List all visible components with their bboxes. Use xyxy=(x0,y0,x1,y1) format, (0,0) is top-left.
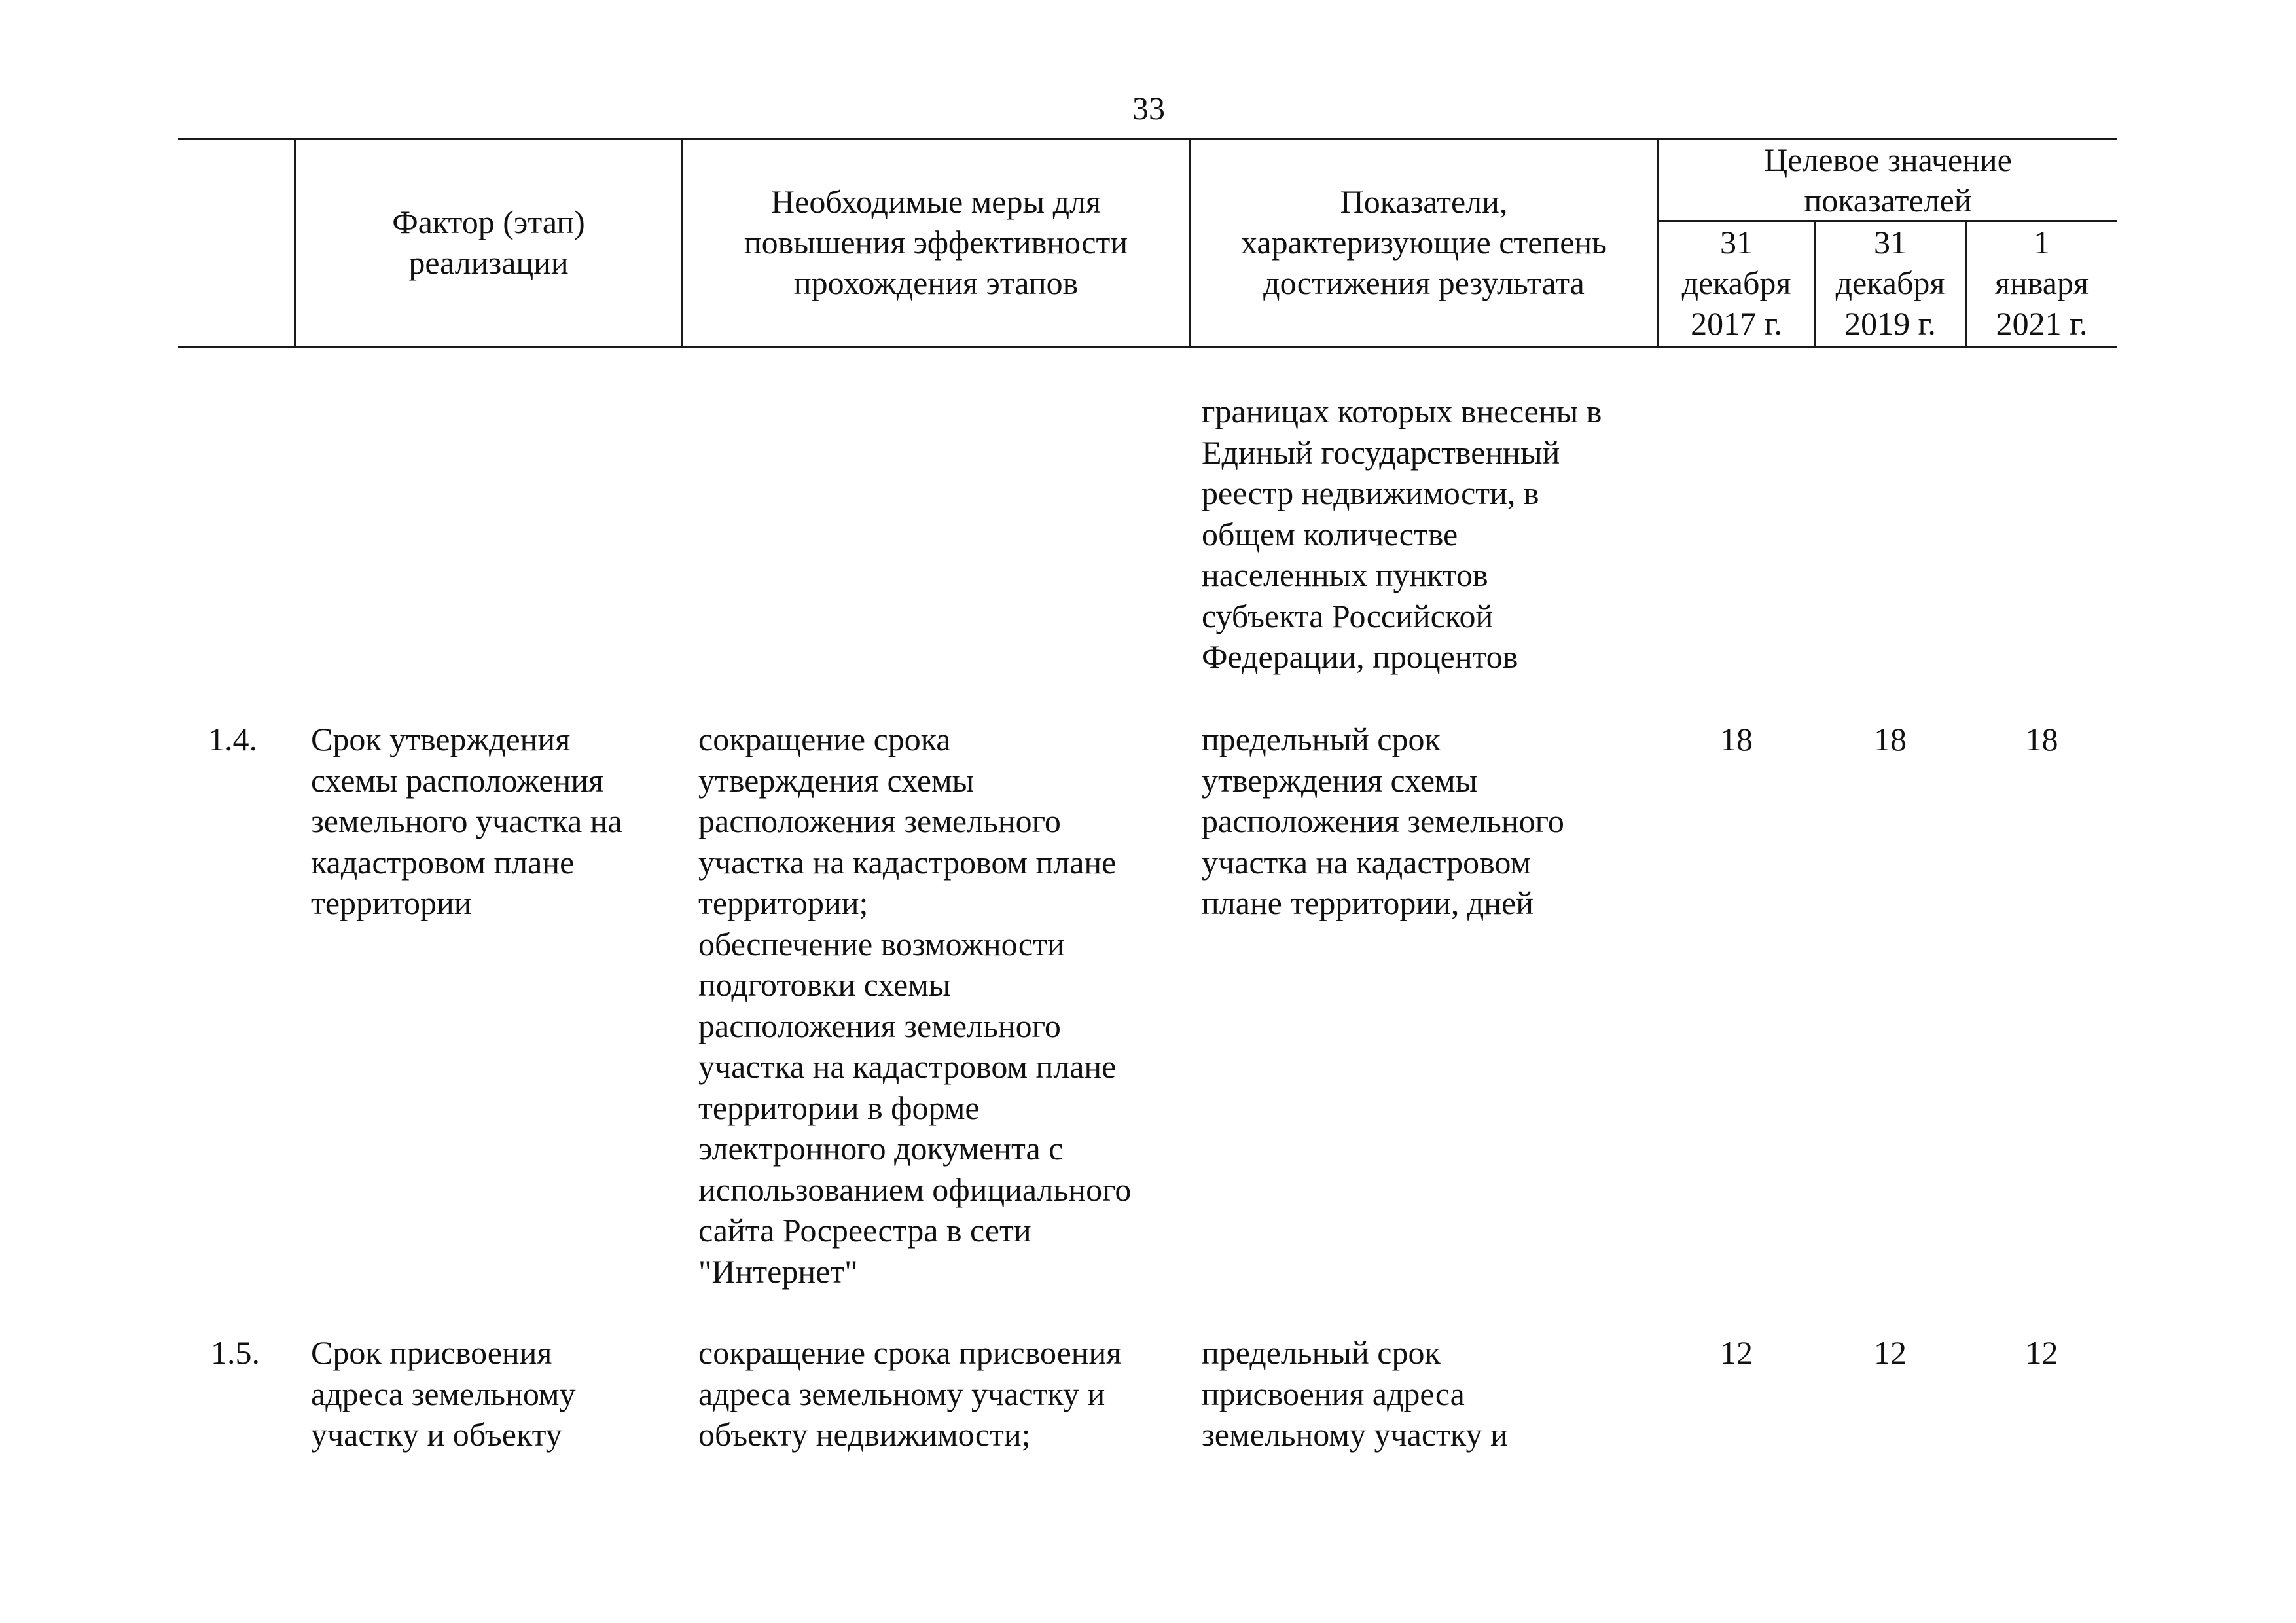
row-value-2021: 18 xyxy=(2025,721,2058,757)
row-value-2019: 12 xyxy=(1874,1334,1907,1371)
row-measures: сокращение срока присвоения адреса земельному участку и объекту недвижимости; xyxy=(698,1334,1122,1453)
row-value-2017: 18 xyxy=(1720,721,1753,757)
row-measures: сокращение срока утверждения схемы расположения земельного участка на кадастровом плане территории; обеспечение возможности подготовки схемы расположения земельного участка на кадастровом плане территории в форме электронного документа с использованием официального сайта Росреестра в сети "Интернет" xyxy=(698,721,1132,1290)
header-measures: Необходимые меры для повышения эффективности прохождения этапов xyxy=(744,183,1128,301)
header-target-values: Целевое значение показателей xyxy=(1764,141,2012,219)
row-number: 1.5. xyxy=(211,1334,260,1371)
row-indicator: предельный срок утверждения схемы расположения земельного участка на кадастровом плане территории, дней xyxy=(1202,721,1564,921)
header-date-2021: 1 января 2021 г. xyxy=(1995,224,2089,342)
header-date-2019: 31 декабря 2019 г. xyxy=(1835,224,1945,342)
header-date-2017: 31 декабря 2017 г. xyxy=(1681,224,1791,342)
row-value-2017: 12 xyxy=(1720,1334,1753,1371)
page-number: 33 xyxy=(1132,90,1165,126)
row-indicator: предельный срок присвоения адреса земельному участку и xyxy=(1202,1334,1508,1453)
row-value-2019: 18 xyxy=(1874,721,1907,757)
row-number: 1.4. xyxy=(208,721,257,757)
row-factor: Срок присвоения адреса земельному участку и объекту xyxy=(311,1334,576,1453)
continued-indicator-text: границах которых внесены в Единый государственный реестр недвижимости, в общем количестве населенных пунктов субъекта Российской Федерации, процентов xyxy=(1202,393,1602,675)
header-indicators: Показатели, характеризующие степень достижения результата xyxy=(1241,183,1607,301)
header-factor: Фактор (этап) реализации xyxy=(392,204,585,281)
row-factor: Срок утверждения схемы расположения земельного участка на кадастровом плане территории xyxy=(311,721,622,921)
header-bottom-border xyxy=(178,346,2117,348)
row-value-2021: 12 xyxy=(2025,1334,2058,1371)
